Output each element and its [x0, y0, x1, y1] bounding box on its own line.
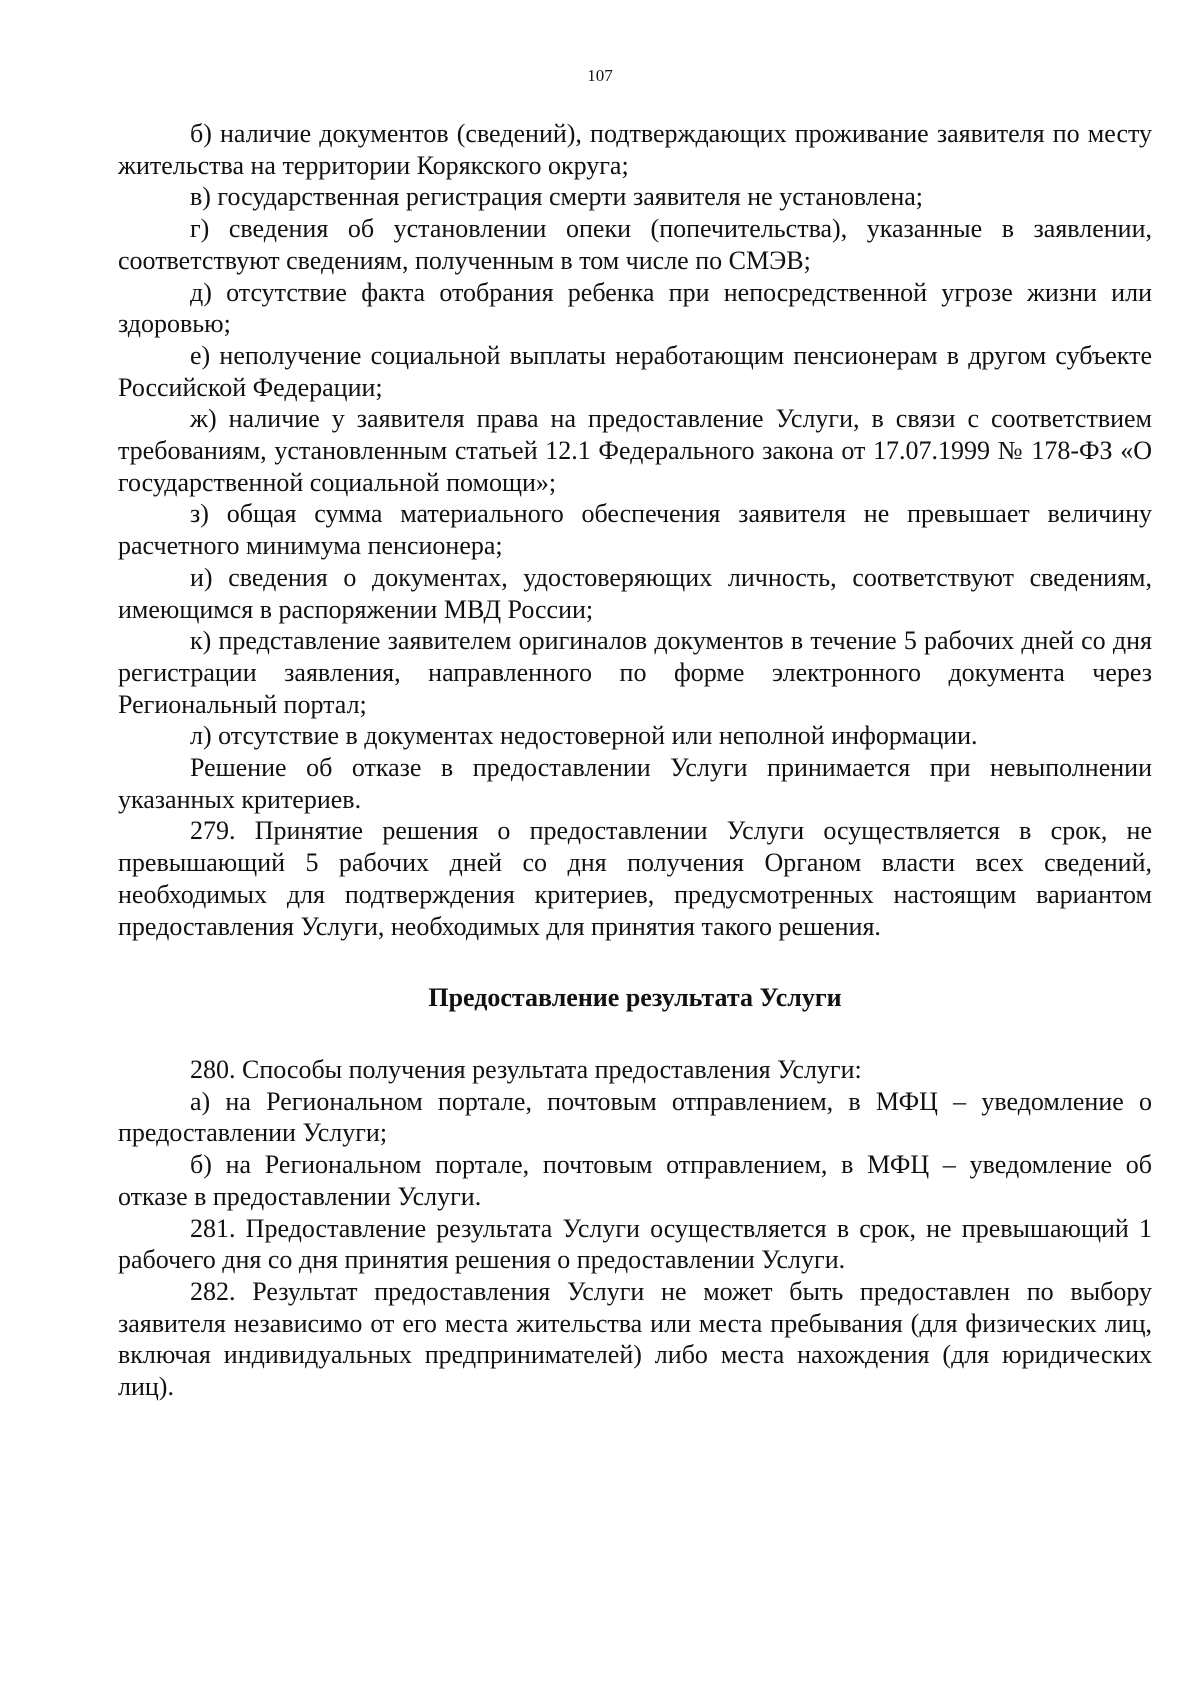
paragraph-280-b: б) на Региональном портале, почтовым отправлением, в МФЦ – уведомление об отказе в предоставлении Услуги.	[118, 1150, 1152, 1211]
paragraph-280-a: а) на Региональном портале, почтовым отправлением, в МФЦ – уведомление о предоставлении Услуги;	[118, 1086, 1152, 1148]
paragraph-e: е) неполучение социальной выплаты неработающим пенсионерам в другом субъекте Российской Федерации;	[118, 340, 1152, 402]
document-body	[118, 118, 1152, 1403]
paragraph-282: 282. Результат предоставления Услуги не может быть предоставлен по выбору заявителя независимо от его места жительства или места пребывания (для физических лиц, включая индивидуальных предпринимателей) либо места нахождения (для юридических лиц).	[118, 1276, 1152, 1402]
paragraph-b: б) наличие документов (сведений), подтверждающих проживание заявителя по месту жительства на территории Корякского округа;	[118, 119, 1152, 180]
paragraph-zh: ж) наличие у заявителя права на предоставление Услуги, в связи с соответствием требованиям, установленным статьей 12.1 Федерального закона от 17.07.1999 № 178-ФЗ «О государственной социальной помощи»;	[118, 404, 1152, 497]
paragraph-g: г) сведения об установлении опеки (попечительства), указанные в заявлении, соответствуют сведениям, полученным в том числе по СМЭВ;	[118, 214, 1152, 275]
paragraph-z: з) общая сумма материального обеспечения заявителя не превышает величину расчетного минимума пенсионера;	[118, 499, 1152, 561]
section-heading: Предоставление результата Услуги	[428, 983, 842, 1013]
page-number: 107	[587, 66, 613, 85]
paragraph-k: к) представление заявителем оригиналов документов в течение 5 рабочих дней со дня регистрации заявления, направленного по форме электронного документа через Региональный портал;	[118, 626, 1152, 719]
paragraph-280: 280. Способы получения результата предоставления Услуги:	[190, 1054, 862, 1084]
paragraph-d: д) отсутствие факта отобрания ребенка при непосредственной угрозе жизни или здоровью;	[118, 277, 1152, 339]
paragraph-v: в) государственная регистрация смерти заявителя не установлена;	[190, 182, 924, 212]
paragraph-279: 279. Принятие решения о предоставлении Услуги осуществляется в срок, не превышающий 5 рабочих дней со дня получения Органом власти всех сведений, необходимых для подтверждения критериев, предусмотренных настоящим вариантом предоставления Услуги, необходимых для принятия такого решения.	[118, 816, 1152, 941]
paragraph-i: и) сведения о документах, удостоверяющих личность, соответствуют сведениям, имеющимся в распоряжении МВД России;	[118, 562, 1152, 624]
paragraph-l: л) отсутствие в документах недостоверной или неполной информации.	[190, 721, 978, 751]
paragraph-refusal-decision: Решение об отказе в предоставлении Услуги принимается при невыполнении указанных критериев.	[118, 753, 1152, 814]
paragraph-281: 281. Предоставление результата Услуги осуществляется в срок, не превышающий 1 рабочего дня со дня принятия решения о предоставлении Услуги.	[118, 1213, 1152, 1275]
